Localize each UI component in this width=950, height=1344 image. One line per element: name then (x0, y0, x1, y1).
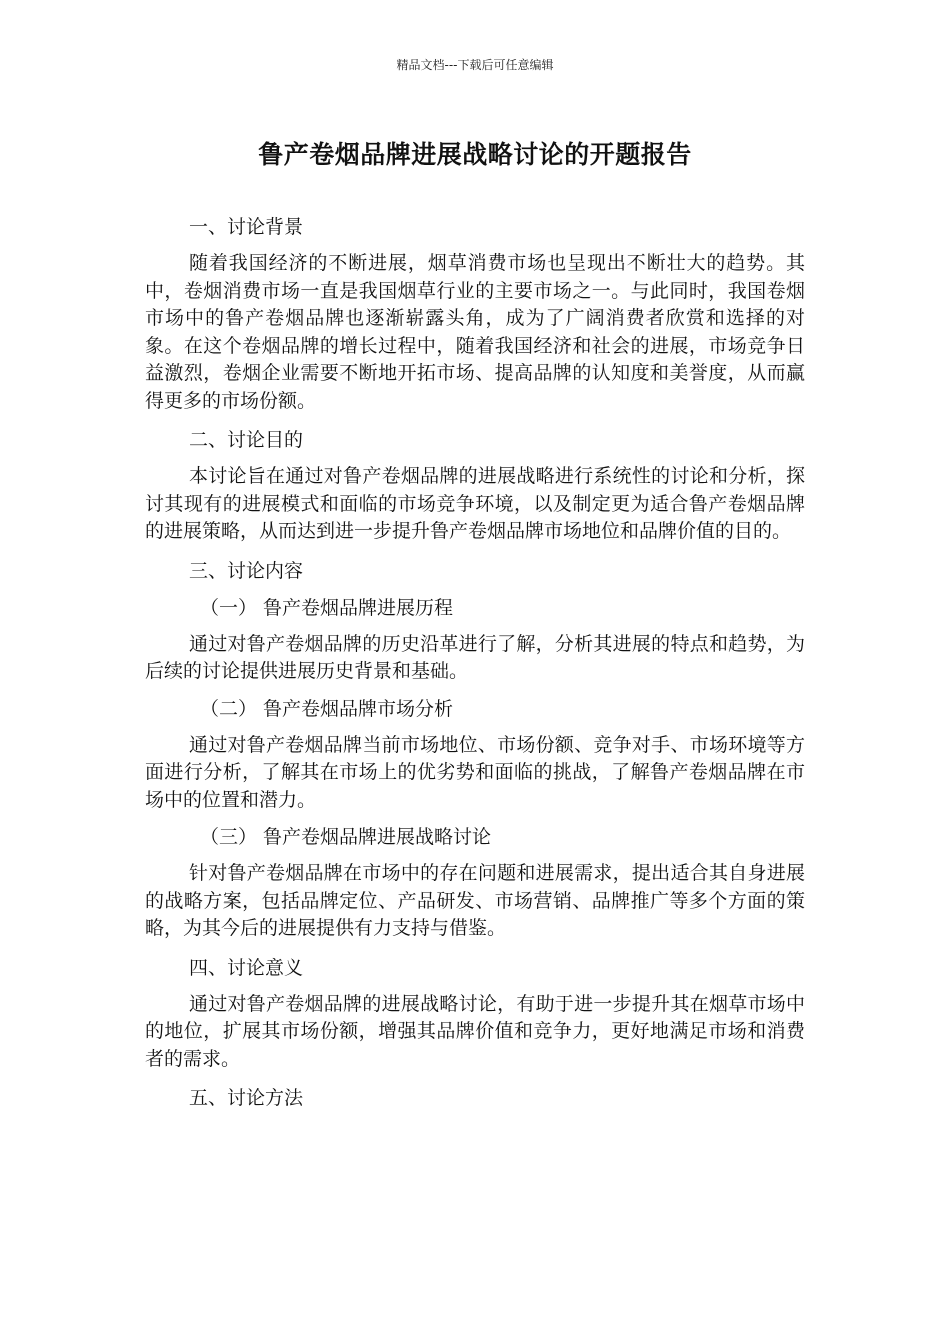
document-title: 鲁产卷烟品牌进展战略讨论的开题报告 (258, 140, 692, 169)
document-body (145, 210, 805, 1115)
paragraph-market-analysis: 通过对鲁产卷烟品牌当前市场地位、市场份额、竞争对手、市场环境等方面进行分析，了解其在市场上的优劣势和面临的挑战，了解鲁产卷烟品牌在市场中的位置和潜力。 (145, 733, 805, 811)
section-heading-purpose: 二、讨论目的 (189, 429, 304, 451)
section-heading-background: 一、讨论背景 (189, 216, 304, 238)
section-heading-method: 五、讨论方法 (189, 1087, 304, 1109)
subsection-heading-history: （一） 鲁产卷烟品牌进展历程 (200, 596, 454, 619)
paragraph-history: 通过对鲁产卷烟品牌的历史沿革进行了解，分析其进展的特点和趋势，为后续的讨论提供进展历史背景和基础。 (145, 632, 805, 682)
section-heading-significance: 四、讨论意义 (189, 956, 304, 979)
paragraph-background: 随着我国经济的不断进展，烟草消费市场也呈现出不断壮大的趋势。其中，卷烟消费市场一直是我国烟草行业的主要市场之一。与此同时，我国卷烟市场中的鲁产卷烟品牌也逐渐崭露头角，成为了广阔消费者欣赏和选择的对象。在这个卷烟品牌的增长过程中，随着我国经济和社会的进展，市场竞争日益激烈，卷烟企业需要不断地开拓市场、提高品牌的认知度和美誉度，从而赢得更多的市场份额。 (145, 252, 805, 412)
paragraph-strategy: 针对鲁产卷烟品牌在市场中的存在问题和进展需求，提出适合其自身进展的战略方案，包括品牌定位、产品研发、市场营销、品牌推广等多个方面的策略，为其今后的进展提供有力支持与借鉴。 (145, 862, 805, 939)
section-heading-content: 三、讨论内容 (189, 559, 304, 582)
subsection-heading-strategy: （三） 鲁产卷烟品牌进展战略讨论 (200, 826, 492, 848)
paragraph-significance: 通过对鲁产卷烟品牌的进展战略讨论，有助于进一步提升其在烟草市场中的地位，扩展其市场份额，增强其品牌价值和竞争力，更好地满足市场和消费者的需求。 (145, 992, 805, 1070)
subsection-heading-market-analysis: （二） 鲁产卷烟品牌市场分析 (200, 697, 454, 720)
page-header: 精品文档---下载后可任意编辑 (396, 58, 554, 72)
paragraph-purpose: 本讨论旨在通过对鲁产卷烟品牌的进展战略进行系统性的讨论和分析，探讨其现有的进展模式和面临的市场竞争环境，以及制定更为适合鲁产卷烟品牌的进展策略，从而达到进一步提升鲁产卷烟品牌市场地位和品牌价值的目的。 (145, 465, 805, 542)
